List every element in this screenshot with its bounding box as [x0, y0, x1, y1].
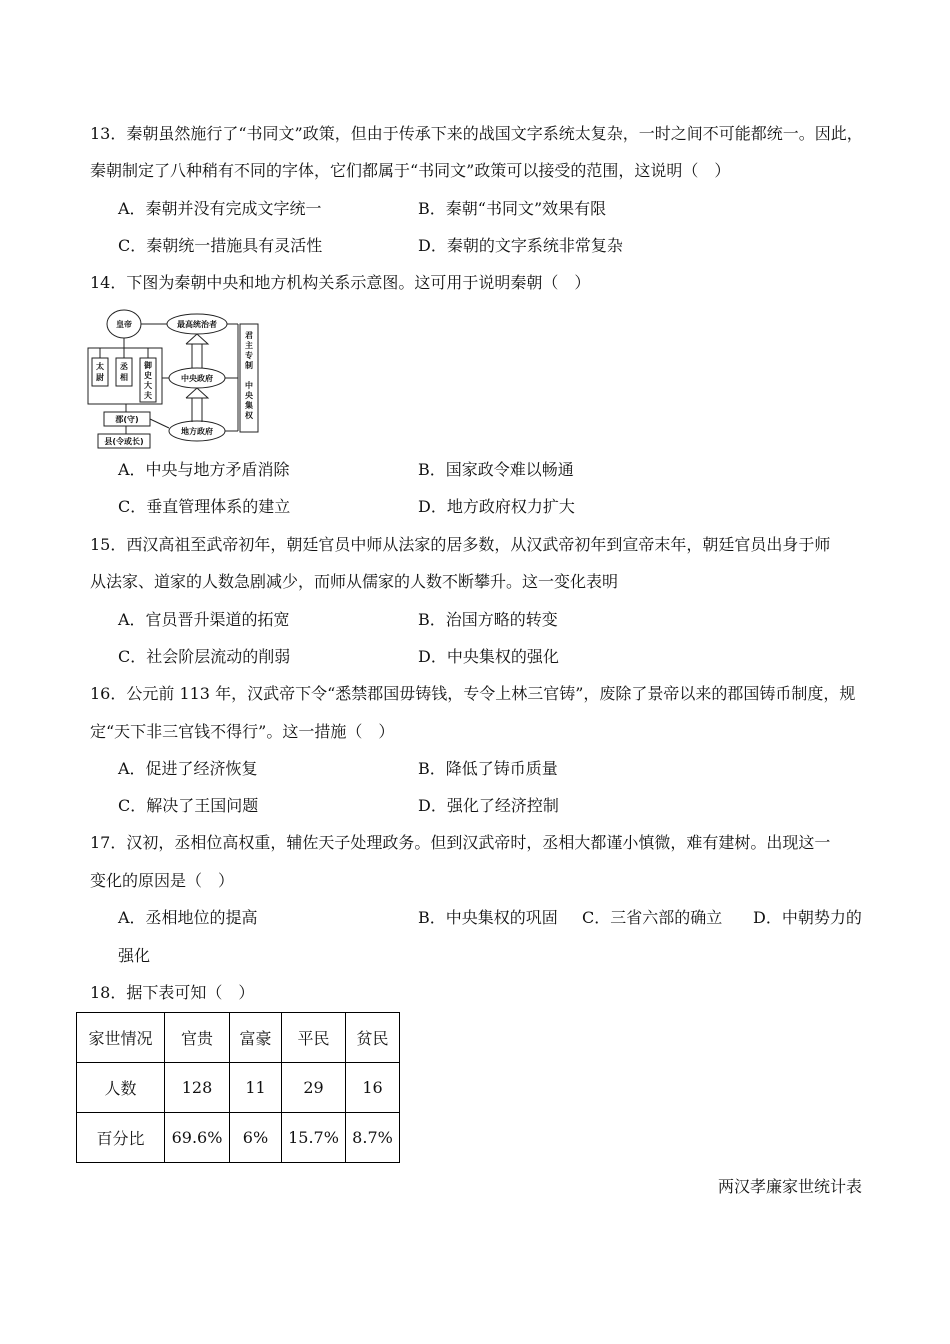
table-cell: 15.7%: [282, 1113, 346, 1163]
emperor-label: 皇帝: [116, 320, 132, 329]
yushi-char2: 史: [144, 371, 152, 380]
jun-label: 郡(守): [115, 415, 139, 424]
q15-stem-line1: 15．西汉高祖至武帝初年，朝廷官员中师从法家的居多数，从汉武帝初年到宣帝末年，朝廷官员出身于师: [90, 535, 831, 554]
table-cell: 29: [282, 1063, 346, 1113]
chengxiang-char2: 相: [120, 373, 128, 382]
table-cell: 11: [230, 1063, 282, 1113]
q13-stem-line2: 秦朝制定了八种稍有不同的字体，它们都属于“书同文”政策可以接受的范围，这说明（ ）: [90, 161, 731, 180]
table-row: [77, 1063, 400, 1113]
yushi-char1: 御: [144, 361, 152, 370]
table-caption: 两汉孝廉家世统计表: [717, 1177, 862, 1196]
local-gov-label: 地方政府: [181, 427, 213, 436]
q13-option-d[interactable]: D．秦朝的文字系统非常复杂: [418, 236, 623, 255]
right-char1: 君: [245, 331, 253, 340]
q13-option-a[interactable]: A．秦朝并没有完成文字统一: [118, 199, 322, 218]
q13-option-c[interactable]: C．秦朝统一措施具有灵活性: [118, 236, 323, 255]
q14-option-d[interactable]: D．地方政府权力扩大: [418, 497, 575, 516]
table-header: 平民: [282, 1013, 346, 1063]
table-cell: 69.6%: [165, 1113, 230, 1163]
family-background-table: [76, 1012, 400, 1163]
q18-stem-line1: 18．据下表可知（ ）: [90, 983, 255, 1002]
q15-option-d[interactable]: D．中央集权的强化: [418, 647, 559, 666]
q16-option-c[interactable]: C．解决了王国问题: [118, 796, 259, 815]
yushi-char3: 大: [144, 381, 152, 390]
supreme-ruler-label: 最高统治者: [177, 320, 217, 329]
q17-option-b[interactable]: B．中央集权的巩固: [418, 908, 558, 927]
table-cell: 人数: [77, 1063, 165, 1113]
table-cell: 8.7%: [346, 1113, 400, 1163]
yushi-char4: 夫: [144, 391, 152, 400]
right-char8: 集: [245, 401, 253, 410]
table-cell: 128: [165, 1063, 230, 1113]
q17-option-c[interactable]: C．三省六部的确立: [582, 908, 723, 927]
q17-option-d-continued: 强化: [118, 946, 151, 965]
q14-option-b[interactable]: B．国家政令难以畅通: [418, 460, 574, 479]
q17-stem-line1: 17．汉初，丞相位高权重，辅佐天子处理政务。但到汉武帝时，丞相大都谨小慎微，难有建树。出现这一: [90, 833, 831, 852]
q14-option-c[interactable]: C．垂直管理体系的建立: [118, 497, 291, 516]
right-char7: 央: [245, 391, 253, 400]
table-header-row: [77, 1013, 400, 1063]
q15-option-a[interactable]: A．官员晋升渠道的拓宽: [118, 610, 290, 629]
table-row: [77, 1113, 400, 1163]
q13-stem-line1: 13．秦朝虽然施行了“书同文”政策，但由于传承下来的战国文字系统太复杂，一时之间不可能都统一。因此，: [90, 124, 863, 143]
q16-option-a[interactable]: A．促进了经济恢复: [118, 759, 258, 778]
central-gov-label: 中央政府: [181, 374, 213, 383]
q15-option-b[interactable]: B．治国方略的转变: [418, 610, 558, 629]
table-header: 贫民: [346, 1013, 400, 1063]
taiwei-char2: 尉: [96, 373, 104, 382]
right-char4: 制: [245, 361, 253, 370]
q14-option-a[interactable]: A．中央与地方矛盾消除: [118, 460, 290, 479]
q16-option-d[interactable]: D．强化了经济控制: [418, 796, 559, 815]
table-cell: 百分比: [77, 1113, 165, 1163]
taiwei-char1: 太: [96, 362, 104, 371]
q17-option-d[interactable]: D．中朝势力的: [753, 908, 862, 927]
table-cell: 6%: [230, 1113, 282, 1163]
q14-stem-line1: 14．下图为秦朝中央和地方机构关系示意图。这可用于说明秦朝（ ）: [90, 273, 591, 292]
right-char2: 主: [245, 341, 253, 350]
q16-stem-line1: 16．公元前 113 年，汉武帝下令“悉禁郡国毋铸钱，专令上林三官铸”，废除了景帝以来的郡国铸币制度，规: [90, 684, 856, 703]
right-char3: 专: [245, 351, 253, 360]
table-header: 家世情况: [77, 1013, 165, 1063]
chengxiang-char1: 丞: [120, 362, 128, 371]
table-header: 官贵: [165, 1013, 230, 1063]
table-cell: 16: [346, 1063, 400, 1113]
q17-stem-line2: 变化的原因是（ ）: [90, 871, 235, 890]
xian-label: 县(令或长): [104, 437, 144, 446]
right-char6: 中: [245, 381, 253, 390]
right-char9: 权: [245, 411, 253, 420]
q16-option-b[interactable]: B．降低了铸币质量: [418, 759, 558, 778]
q16-stem-line2: 定“天下非三官钱不得行”。这一措施（ ）: [90, 722, 395, 741]
q13-option-b[interactable]: B．秦朝“书同文”效果有限: [418, 199, 607, 218]
q15-option-c[interactable]: C．社会阶层流动的削弱: [118, 647, 291, 666]
qin-institution-diagram: [86, 304, 268, 452]
table-header: 富豪: [230, 1013, 282, 1063]
q15-stem-line2: 从法家、道家的人数急剧减少，而师从儒家的人数不断攀升。这一变化表明: [90, 572, 619, 591]
q17-option-a[interactable]: A．丞相地位的提高: [118, 908, 258, 927]
